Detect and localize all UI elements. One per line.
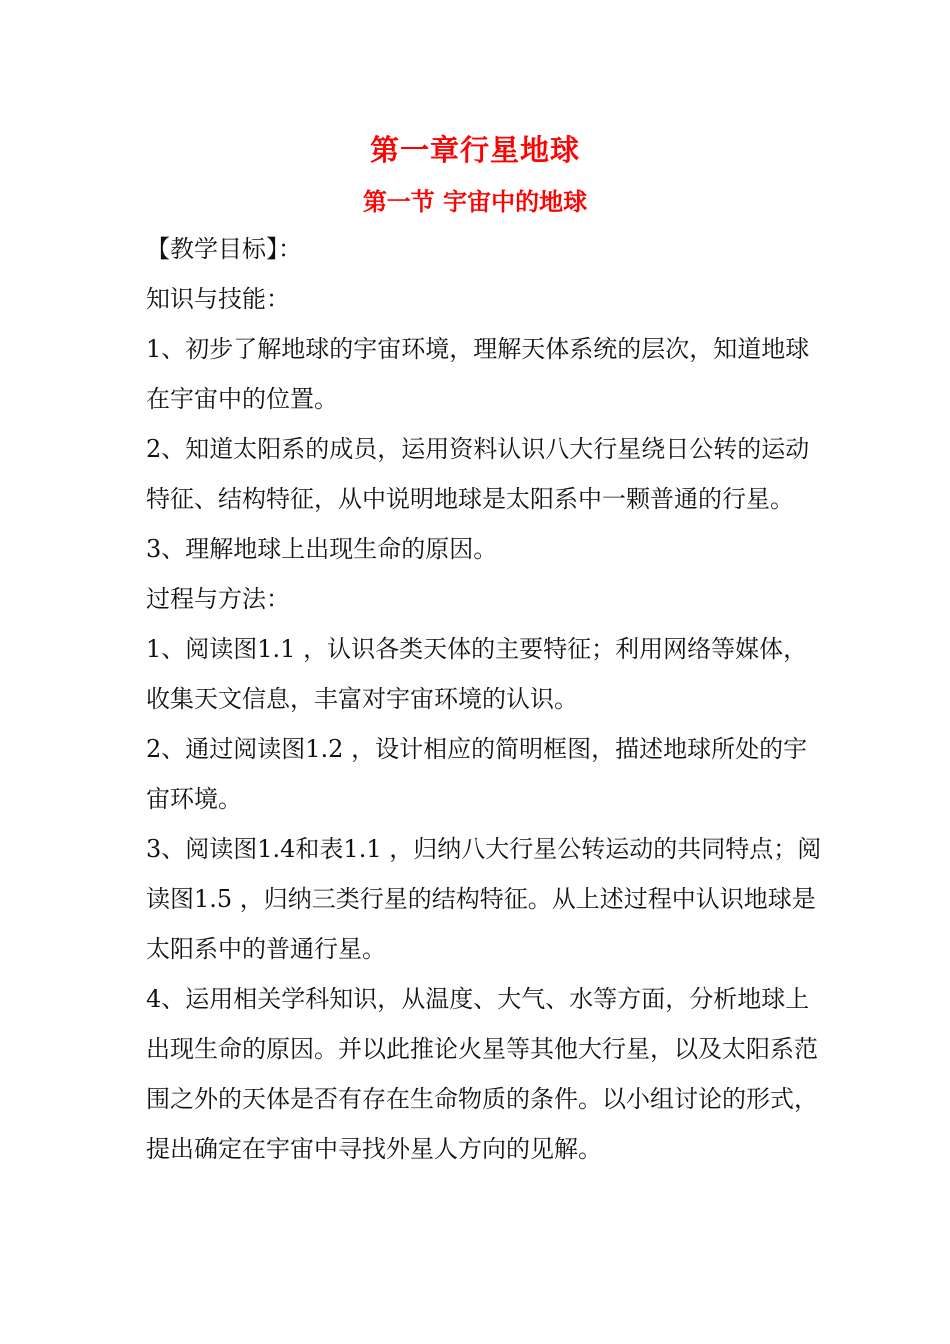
document-body xyxy=(146,224,826,1174)
process-item: 4、运用相关学科知识，从温度、大气、水等方面，分析地球上出现生命的原因。并以此推论火星等其他大行星，以及太阳系范围之外的天体是否有存在生命物质的条件。以小组讨论的形式，提出确定在宇宙中寻找外星人方向的见解。 xyxy=(146,985,818,1163)
chapter-title: 第一章行星地球 xyxy=(369,133,580,167)
knowledge-item: 1、初步了解地球的宇宙环境，理解天体系统的层次，知道地球在宇宙中的位置。 xyxy=(146,335,810,413)
section-title: 第一节 宇宙中的地球 xyxy=(362,187,588,216)
knowledge-heading: 知识与技能： xyxy=(146,285,290,313)
goals-heading: 【教学目标】： xyxy=(146,235,302,263)
process-item: 3、阅读图1.4和表1.1 ，归纳八大行星公转运动的共同特点；阅读图1.5 ，归纳三类行星的结构特征。从上述过程中认识地球是太阳系中的普通行星。 xyxy=(146,835,822,963)
process-item: 1、阅读图1.1 ，认识各类天体的主要特征；利用网络等媒体，收集天文信息，丰富对宇宙环境的认识。 xyxy=(146,635,808,713)
process-heading: 过程与方法： xyxy=(146,585,290,613)
knowledge-item: 3、理解地球上出现生命的原因。 xyxy=(146,535,498,563)
process-item: 2、通过阅读图1.2 ，设计相应的简明框图，描述地球所处的宇宙环境。 xyxy=(146,735,808,813)
knowledge-item: 2、知道太阳系的成员，运用资料认识八大行星绕日公转的运动特征、结构特征，从中说明地球是太阳系中一颗普通的行星。 xyxy=(146,435,810,513)
